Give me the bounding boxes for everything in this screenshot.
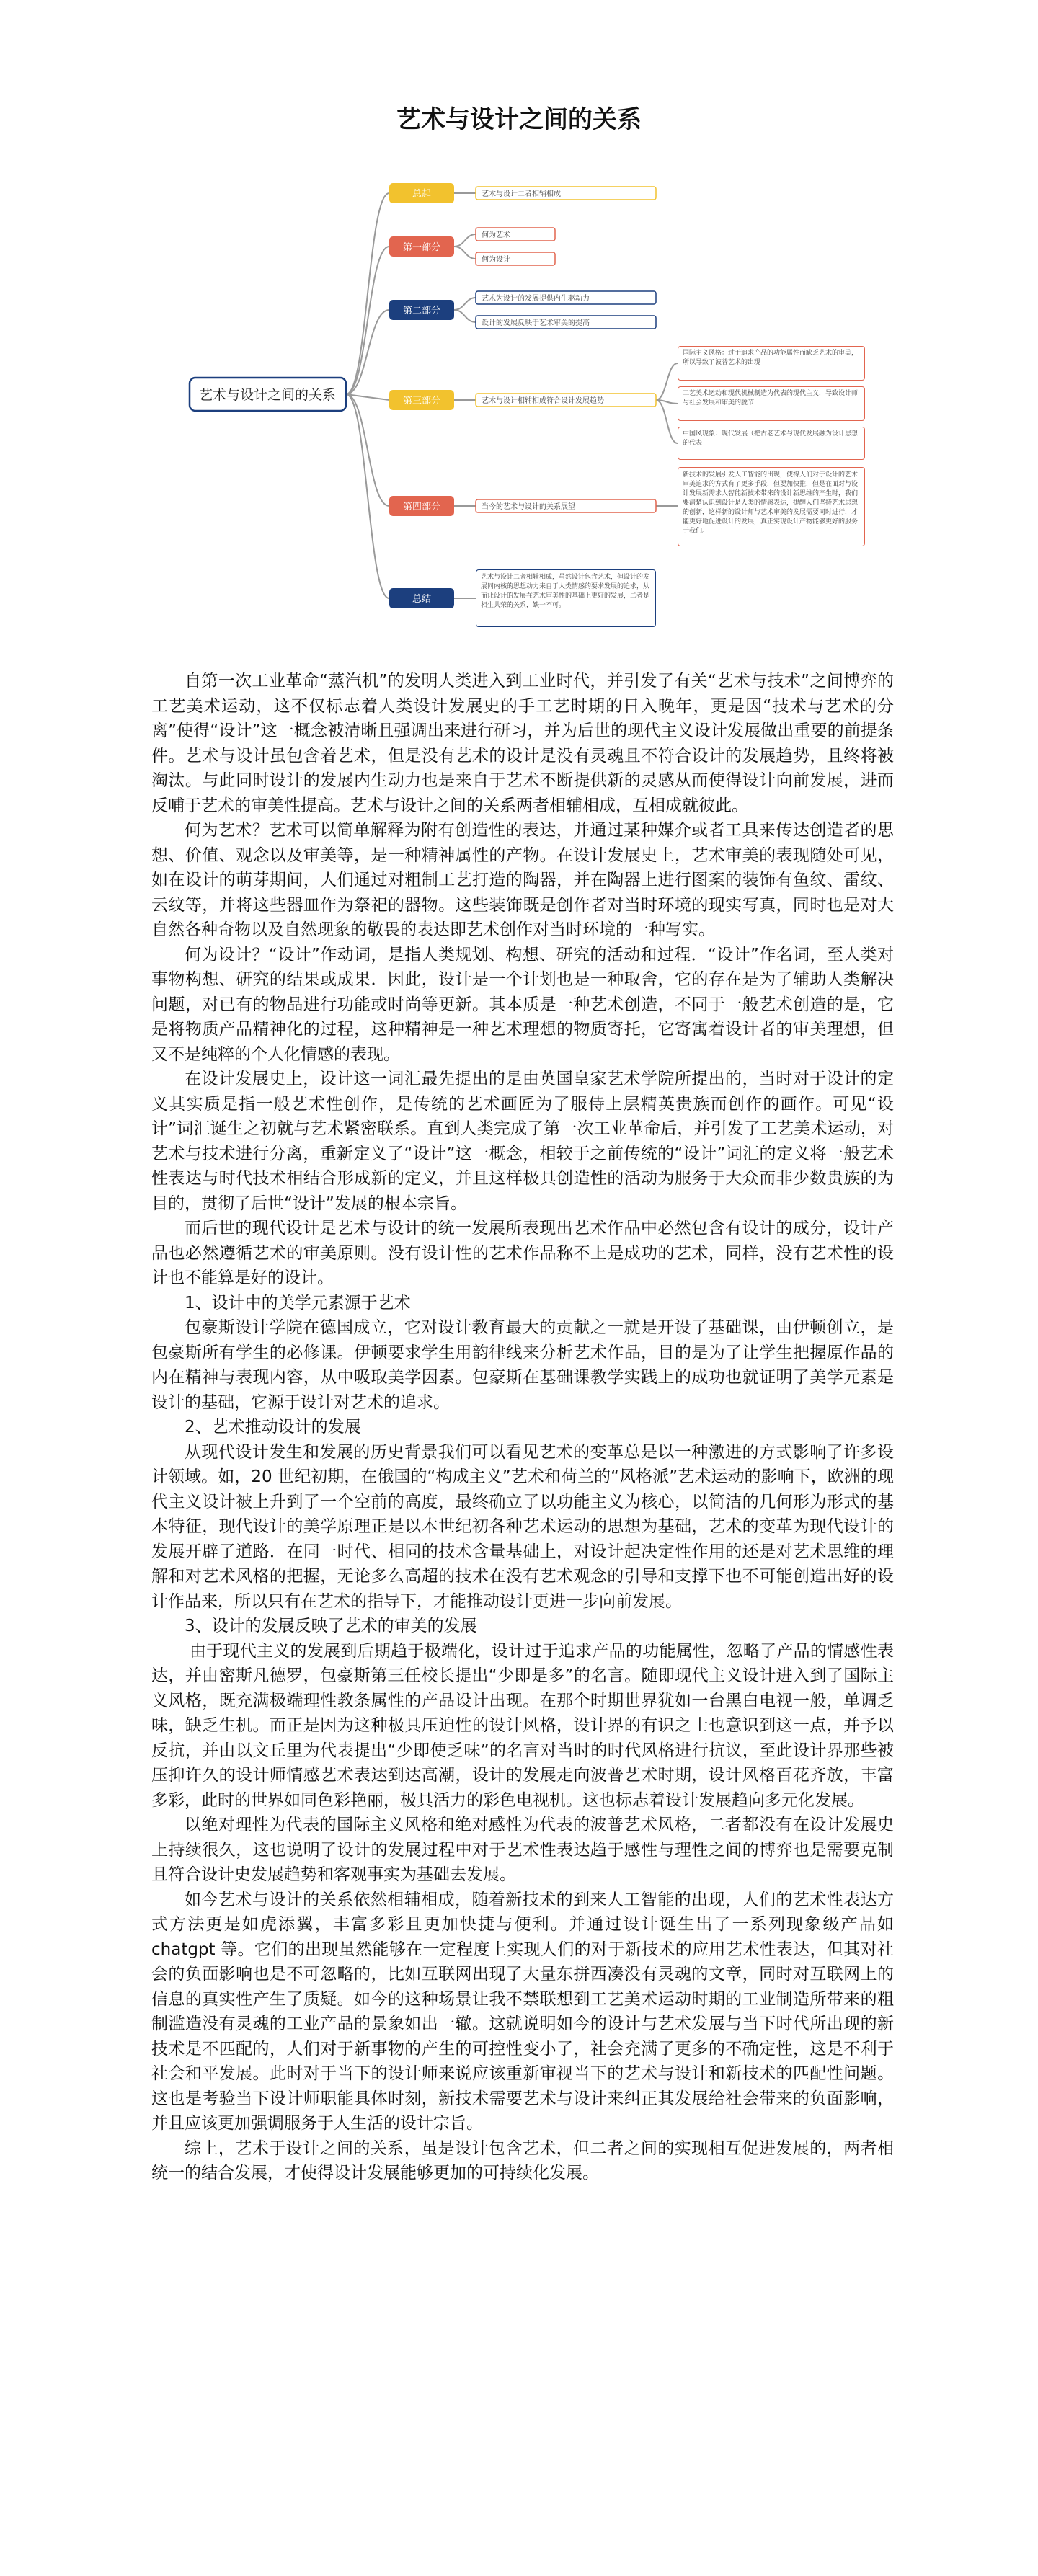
branch-part-3-detail-3: 中国风现象：现代发展（把古老艺术与现代发展融为设计思想的代表: [678, 427, 865, 460]
branch-part-1-item-1: 何为艺术: [482, 231, 510, 239]
branch-part-1: [389, 228, 555, 265]
branch-part-4-item-1: 当今的艺术与设计的关系展望: [482, 503, 575, 511]
branch-part-2-item-1: 艺术为设计的发展提供内生驱动力: [482, 295, 590, 303]
section-heading-3: 3、设计的发展反映了艺术的审美的发展: [185, 1617, 477, 1635]
paragraph-rational-vs-emotional: 以绝对理性为代表的国际主义风格和绝对感性为代表的波普艺术风格，二者都没有在设计发展史上持续很久，这也说明了设计的发展过程中对于艺术性表达趋于感性与理性之间的博弈也是需要克制且符合设计史发展趋势和客观事实为基础去发展。: [151, 1816, 894, 1884]
mind-map: [0, 0, 1038, 649]
paragraph-what-is-design: 何为设计？“设计”作动词，是指人类规划、构想、研究的活动和过程．“设计”作名词，至人类对事物构想、研究的结果或成果．因此，设计是一个计划也是一种取舍，它的存在是为了辅助人类解决问题，对已有的物品进行功能或时尚等更新。其本质是一种艺术创造，不同于一般艺术创造的是，它是将物质产品精神化的过程，这种精神是一种艺术理想的物质寄托，它寄寓着设计者的审美理想，但又不是纯粹的个人化情感的表现。: [151, 945, 894, 1064]
branch-part-4-detail-1: 新技术的发展引发人工智能的出现，使得人们对于设计的艺术审美追求的方式有了更多手段，但要加快推，但是在面对与设计发展新需求人智能新技术带来的设计新思维的产生时，我们要清楚认识到设计是人类的情感表达，提醒人们坚持艺术思想的创新，这样新的设计师与艺术审美的发展需要同时进行，才能更好地促进设计的发展，真正实现设计产物能够更好的服务于我们。: [678, 467, 865, 546]
paragraph-modern-design: 而后世的现代设计是艺术与设计的统一发展所表现出艺术作品中必然包含有设计的成分，设计产品也必然遵循艺术的审美原则。没有设计性的艺术作品称不上是成功的艺术，同样，没有艺术性的设计也不能算是好的设计。: [151, 1219, 894, 1287]
branch-summary: [389, 569, 656, 627]
branch-part-1-item-2: 何为设计: [482, 256, 510, 264]
article-body: [151, 669, 894, 2186]
section-heading-2: 2、艺术推动设计的发展: [185, 1418, 361, 1436]
branch-part-3: [389, 346, 865, 460]
branch-part-2-label: 第二部分: [402, 306, 441, 316]
branch-part-4-label: 第四部分: [402, 502, 441, 512]
branch-part-2-item-2: 设计的发展反映于艺术审美的提高: [482, 319, 590, 327]
paragraph-design-history: 在设计发展史上，设计这一词汇最先提出的是由英国皇家艺术学院所提出的，当时对于设计的定义其实质是指一般艺术性创作，是传统的艺术画匠为了服侍上层精英贵族而创作的画作。可见“设计”词汇诞生之初就与艺术紧密联系。直到人类完成了第一次工业革命后，并引发了工艺美术运动，对艺术与技术进行分离，重新定义了“设计”这一概念，相较于之前传统的“设计”词汇的定义将一般艺术性表达与时代技术相结合形成新的定义，并且这样极具创造性的活动为服务于大众而非少数贵族的为目的，贯彻了后世“设计”发展的根本宗旨。: [151, 1070, 894, 1213]
branch-part-3-detail-1: 国际主义风格：过于追求产品的功能属性而缺乏艺术的审美，所以导致了波普艺术的出现: [678, 346, 865, 381]
paragraph-bauhaus: 包豪斯设计学院在德国成立，它对设计教育最大的贡献之一就是开设了基础课，由伊顿创立，是包豪斯所有学生的必修课。伊顿要求学生用韵律线来分析艺术作品，目的是为了让学生把握原作品的内在精神与表现内容，从中吸取美学因素。包豪斯在基础课教学实践上的成功也就证明了美学元素是设计的基础，它源于设计对艺术的追求。: [151, 1318, 894, 1412]
branch-intro-label: 总起: [412, 189, 432, 200]
paragraph-what-is-art: 何为艺术？艺术可以简单解释为附有创造性的表达，并通过某种媒介或者工具来传达创造者的思想、价值、观念以及审美等，是一种精神属性的产物。在设计发展史上，艺术审美的表现随处可见，如在设计的萌芽期间，人们通过对粗制工艺打造的陶器，并在陶器上进行图案的装饰有鱼纹、雷纹、云纹等，并将这些器皿作为祭祀的器物。这些装饰既是创作者对当时环境的现实写真，同时也是对大自然各种奇物以及自然现象的敬畏的表达即艺术创作对当时环境的一种写实。: [151, 821, 894, 939]
page-title: 艺术与设计之间的关系: [396, 105, 642, 134]
mind-map-root: [190, 378, 346, 411]
branch-intro-item-1: 艺术与设计二者相辅相成: [482, 190, 561, 198]
section-heading-1: 1、设计中的美学元素源于艺术: [185, 1293, 411, 1313]
branch-summary-detail-1: 艺术与设计二者相辅相成，虽然设计包含艺术，但设计的发展同内核的思想动力来自于人类情感的要求发展的追求，从而让设计的发展在艺术审美性的基础上更好的发展，二者是相生共荣的关系，缺一不可。: [476, 569, 656, 627]
branch-part-1-label: 第一部分: [402, 242, 441, 253]
paragraph-conclusion: 综上，艺术于设计之间的关系，虽是设计包含艺术，但二者之间的实现相互促进发展的，两者相统一的结合发展，才使得设计发展能够更加的可持续化发展。: [151, 2138, 894, 2182]
branch-part-3-detail-2: 工艺美术运动和现代机械制造为代表的现代主义，导致设计师与社会发展和审美的脱节: [678, 386, 865, 421]
mind-map-root-label: 艺术与设计之间的关系: [198, 387, 337, 403]
branch-part-2: [389, 291, 656, 329]
branch-summary-label: 总结: [412, 594, 432, 605]
branch-part-3-item-1: 艺术与设计相辅相成符合设计发展趋势: [482, 397, 604, 405]
paragraph-intro: 自第一次工业革命“蒸汽机”的发明人类进入到工业时代，并引发了有关“艺术与技术”之间博弈的工艺美术运动，这不仅标志着人类设计发展史的手工艺时期的日入晚年，更是因“技术与艺术的分离”使得“设计”这一概念被清晰且强调出来进行研习，并为后世的现代主义设计发展做出重要的前提条件。艺术与设计虽包含着艺术，但是没有艺术的设计是没有灵魂且不符合设计的发展趋势，且终将被淘汰。与此同时设计的发展内生动力也是来自于艺术不断提供新的灵感从而使得设计向前发展，进而反哺于艺术的审美性提高。艺术与设计之间的关系两者相辅相成，互相成就彼此。: [151, 672, 894, 815]
branch-intro: [389, 183, 656, 203]
paragraph-ai-era: 如今艺术与设计的关系依然相辅相成，随着新技术的到来人工智能的出现，人们的艺术性表达方式方法更是如虎添翼，丰富多彩且更加快捷与便利。并通过设计诞生出了一系列现象级产品如 chatgpt 等。它们的出现虽然能够在一定程度上实现人们的对于新技术的应用艺术性表达，但其对社会的负面影响也是不可忽略的，比如互联网出现了大量东拼西凑没有灵魂的文章，同时对互联网上的信息的真实性产生了质疑。如今的这种场景让我不禁联想到工艺美术运动时期的工业制造所带来的粗制滥造没有灵魂的工业产品的景象如出一辙。这就说明如今的设计与艺术发展与当下时代所出现的新技术是不匹配的，人们对于新事物的产生的可控性变小了，社会充满了更多的不确定性，这是不利于社会和平发展。此时对于当下的设计师来说应该重新审视当下的艺术与设计和新技术的匹配性问题。这也是考验当下设计师职能具体时刻，新技术需要艺术与设计来纠正其发展给社会带来的负面影响，并且应该更加强调服务于人生活的设计宗旨。: [151, 1890, 894, 2133]
paragraph-modernism: 由于现代主义的发展到后期趋于极端化，设计过于追求产品的功能属性，忽略了产品的情感性表达，并由密斯凡德罗，包豪斯第三任校长提出“少即是多”的名言。随即现代主义设计进入到了国际主义风格，既充满极端理性教条属性的产品设计出现。在那个时期世界犹如一台黑白电视一般，单调乏味，缺乏生机。而正是因为这种极具压迫性的设计风格，设计界的有识之士也意识到这一点，并予以反抗，并由以文丘里为代表提出“少即使乏味”的名言对当时的时代风格进行抗议，至此设计界那些被压抑许久的设计师情感艺术表达到达高潮，设计的发展走向波普艺术时期，设计风格百花齐放，丰富多彩，此时的世界如同色彩艳丽，极具活力的彩色电视机。这也标志着设计发展趋向多元化发展。: [151, 1641, 894, 1810]
branch-part-3-label: 第三部分: [402, 396, 441, 407]
paragraph-art-drives-design: 从现代设计发生和发展的历史背景我们可以看见艺术的变革总是以一种激进的方式影响了许多设计领域。如，20 世纪初期，在俄国的“构成主义”艺术和荷兰的“风格派”艺术运动的影响下，欧洲的现代主义设计被上升到了一个空前的高度，最终确立了以功能主义为核心，以简洁的几何形为形式的基本特征，现代设计的美学原理正是以本世纪初各种艺术运动的思想为基础，艺术的变革为现代设计的发展开辟了道路．在同一时代、相同的技术含量基础上，对设计起决定性作用的还是对艺术思维的理解和对艺术风格的把握，无论多么高超的技术在没有艺术观念的引导和支撑下也不可能创造出好的设计作品来，所以只有在艺术的指导下，才能推动设计更进一步向前发展。: [151, 1442, 894, 1611]
